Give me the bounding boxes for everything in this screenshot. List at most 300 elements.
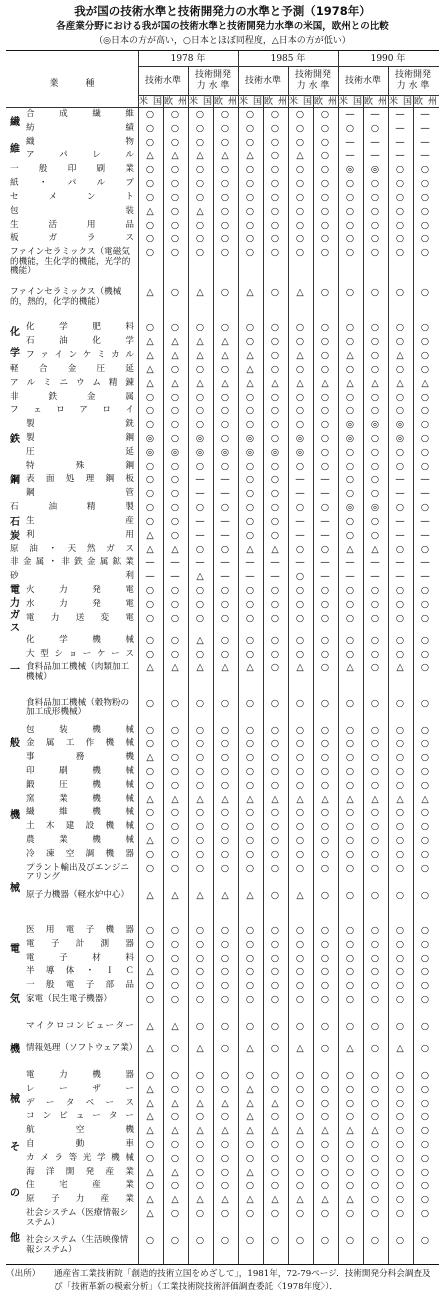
rating-symbol: — (295, 529, 305, 541)
row-label-char: 維 (125, 109, 134, 119)
rating-symbol: — (370, 109, 380, 120)
rating-symbol: ○ (370, 219, 380, 231)
rating-symbol: ○ (220, 136, 230, 148)
rating-symbol: ○ (345, 966, 355, 978)
rating-symbol: ○ (270, 1069, 280, 1081)
rating-symbol: ○ (370, 474, 380, 486)
rating-symbol: ○ (370, 862, 380, 874)
row-label-char: 械 (125, 779, 134, 790)
row-label-char: 電 (125, 612, 134, 623)
row-label-char: 精 (108, 377, 118, 388)
row-label-char: 包 (10, 205, 19, 216)
rating-symbol: ○ (245, 136, 255, 148)
rating-symbol: ○ (270, 433, 280, 444)
rating-symbol: ○ (370, 1139, 380, 1151)
industry-column-header: 業 種 (49, 79, 95, 89)
group-label: 械 (10, 1094, 20, 1106)
rating-symbol: △ (171, 1097, 179, 1109)
rating-symbol: ○ (170, 848, 180, 860)
rating-symbol: △ (146, 377, 154, 389)
rating-symbol: ○ (420, 1152, 430, 1164)
row-label-char: 学 (96, 1152, 106, 1163)
rating-symbol: ○ (170, 322, 180, 334)
row-label-char: 成 (59, 109, 68, 119)
row-label (26, 767, 134, 777)
rating-symbol: — (370, 136, 380, 148)
row-label-char: ミ (42, 377, 52, 388)
rating-symbol: △ (246, 543, 254, 555)
rating-symbol: ○ (245, 938, 255, 950)
rating-symbol: ○ (220, 1235, 230, 1247)
rating-symbol: ○ (220, 1180, 230, 1192)
rating-symbol: △ (171, 1125, 179, 1137)
row-label-char: ェ (33, 405, 42, 416)
rating-symbol: ◎ (370, 164, 380, 176)
row-label-char: 印 (67, 164, 77, 175)
rating-symbol: ○ (170, 219, 180, 231)
rating-symbol: ○ (195, 807, 205, 819)
region-char: 国 (352, 97, 362, 107)
rating-symbol: ○ (395, 598, 405, 610)
rating-symbol: ○ (395, 1083, 405, 1095)
rating-symbol: ○ (345, 191, 355, 203)
rating-symbol: ○ (195, 966, 205, 978)
rating-symbol: ○ (220, 598, 230, 610)
row-label (26, 1126, 134, 1136)
row-label (26, 1181, 134, 1191)
row-label (26, 517, 134, 527)
rating-symbol: ○ (370, 938, 380, 950)
rating-symbol: ○ (395, 1069, 405, 1081)
rating-symbol: ○ (145, 993, 155, 1005)
rating-symbol: ○ (145, 191, 155, 203)
row-label-char: 属 (35, 557, 45, 568)
rating-symbol: ○ (145, 980, 155, 992)
row-label-char: 力 (59, 598, 68, 609)
rating-symbol: △ (246, 1043, 254, 1054)
rating-symbol: ○ (145, 821, 155, 833)
rating-symbol: ○ (320, 1235, 330, 1247)
row-label-char: 産 (100, 1194, 110, 1205)
rating-symbol: ○ (195, 938, 205, 950)
rating-symbol: ○ (245, 697, 255, 709)
rating-symbol: ○ (345, 724, 355, 736)
row-label-char: ス (125, 648, 134, 659)
row-label-char: フ (10, 405, 19, 416)
region-char: 欧 (164, 97, 174, 107)
rating-symbol: △ (196, 205, 204, 217)
rating-symbol: △ (246, 889, 254, 901)
rating-symbol: ○ (170, 612, 180, 624)
row-label-char: 宅 (59, 1180, 68, 1191)
rating-symbol: ○ (245, 993, 255, 1005)
rating-symbol: ○ (245, 233, 255, 245)
rating-symbol: ○ (170, 1083, 180, 1095)
rating-symbol: ○ (220, 1043, 230, 1054)
rating-symbol: ○ (270, 1235, 280, 1247)
rating-symbol: ○ (420, 164, 430, 176)
rating-symbol: △ (146, 1097, 154, 1109)
row-label-char: 空 (65, 848, 75, 859)
rating-symbol: ○ (145, 502, 155, 514)
rating-symbol: ○ (345, 219, 355, 231)
rating-symbol: ○ (220, 419, 230, 431)
row-label-char: 機 (105, 848, 115, 859)
rating-symbol: ○ (220, 752, 230, 764)
rating-symbol: ○ (220, 862, 230, 874)
row-label (26, 981, 134, 991)
row-label-char: 般 (45, 980, 55, 991)
rating-symbol: ○ (295, 1180, 305, 1192)
row-label (26, 836, 134, 846)
rating-symbol: ○ (270, 697, 280, 709)
row-label (10, 193, 134, 203)
rating-symbol: ○ (195, 848, 205, 860)
rating-symbol: ○ (245, 529, 255, 541)
rating-symbol: ○ (270, 821, 280, 833)
group-label: 気 (10, 994, 20, 1005)
region-char: 米 (339, 97, 349, 107)
rating-symbol: ○ (170, 584, 180, 596)
rating-symbol: △ (146, 835, 154, 847)
rating-symbol: ○ (370, 1111, 380, 1123)
row-label-char: パ (59, 150, 68, 161)
rating-symbol: ○ (370, 1069, 380, 1081)
rating-symbol: ○ (345, 765, 355, 777)
rating-symbol: ○ (220, 966, 230, 978)
rating-symbol: ○ (270, 848, 280, 860)
row-label-char: 用 (125, 529, 134, 540)
region-char: 州 (427, 97, 437, 107)
rating-symbol: ○ (295, 648, 305, 660)
rating-symbol: ○ (195, 219, 205, 231)
rating-symbol: △ (146, 543, 154, 555)
group-label: の (10, 1187, 20, 1199)
rating-symbol: ○ (395, 1166, 405, 1178)
rating-symbol: ○ (220, 247, 230, 259)
rating-symbol: ○ (420, 405, 430, 417)
row-label-char: 業 (125, 1180, 134, 1191)
rating-symbol: ○ (345, 862, 355, 874)
rating-symbol: ○ (220, 460, 230, 472)
row-label-char: 建 (65, 821, 75, 832)
rating-symbol: — (270, 557, 280, 569)
rating-symbol: ○ (395, 391, 405, 403)
rating-symbol: ○ (170, 433, 180, 444)
row-label-char: 械 (125, 821, 134, 832)
row-label (26, 586, 134, 596)
rating-symbol: ○ (420, 612, 430, 624)
region-char: 州 (377, 97, 387, 107)
rating-symbol: ○ (145, 109, 155, 120)
rating-symbol: ○ (195, 779, 205, 791)
rating-symbol: ○ (345, 993, 355, 1005)
dev-power-header: 技術開発 (194, 70, 231, 80)
row-label-char: 業 (125, 557, 134, 568)
rating-symbol: ○ (345, 738, 355, 750)
row-label-char: 圧 (59, 779, 68, 790)
rating-symbol: △ (196, 1097, 204, 1109)
rating-symbol: ○ (170, 488, 180, 500)
rating-symbol: △ (146, 363, 154, 375)
rating-symbol: ○ (145, 779, 155, 791)
row-label (26, 462, 134, 472)
rating-symbol: ○ (420, 322, 430, 334)
rating-symbol: ○ (170, 924, 180, 936)
row-label-char: 利 (125, 571, 134, 582)
row-label-char: ベ (85, 1097, 95, 1108)
rating-symbol: ○ (245, 765, 255, 777)
rating-symbol: — (395, 122, 405, 134)
rating-symbol: ○ (145, 391, 155, 403)
row-label-char: 生 (10, 219, 19, 230)
rating-symbol: ○ (370, 460, 380, 472)
rating-symbol: ○ (420, 287, 430, 299)
rating-symbol: ◎ (345, 164, 355, 176)
group-label: 械 (10, 882, 20, 894)
rating-symbol: △ (221, 1194, 229, 1206)
group-label: 一 (10, 664, 20, 676)
rating-symbol: ○ (295, 460, 305, 472)
group-label: 鋼 (10, 475, 20, 487)
rating-symbol: ○ (395, 648, 405, 660)
row-label-char: 械 (125, 1152, 134, 1163)
row-label-char: 板 (125, 474, 134, 485)
rating-symbol: ○ (320, 178, 330, 190)
rating-symbol: ○ (295, 980, 305, 992)
row-label-char: 繊 (92, 109, 101, 119)
rating-symbol: ○ (320, 612, 330, 624)
rating-symbol: ○ (245, 247, 255, 259)
rating-symbol: ○ (195, 543, 205, 555)
rating-symbol: ○ (270, 233, 280, 245)
rating-symbol: ○ (245, 738, 255, 750)
region-char: 米 (389, 97, 399, 107)
rating-symbol: △ (146, 1083, 154, 1095)
region-char: 米 (239, 97, 249, 107)
rating-symbol: ○ (295, 835, 305, 847)
column-divider (388, 66, 389, 1264)
rating-symbol: ○ (345, 391, 355, 403)
row-label (26, 1022, 134, 1032)
rating-symbol: ○ (145, 1069, 155, 1081)
row-label (10, 379, 134, 389)
rating-symbol: △ (196, 350, 204, 362)
row-label-char: 計 (75, 938, 85, 949)
rating-symbol: ○ (195, 460, 205, 472)
rating-symbol: ○ (320, 1069, 330, 1081)
rating-symbol: ○ (320, 889, 330, 901)
row-label-char: 非 (10, 391, 19, 402)
row-label-char: 機 (125, 1125, 134, 1136)
row-label (26, 753, 134, 763)
row-label-char: ル (96, 178, 106, 189)
rating-symbol: ◎ (370, 502, 380, 514)
rating-symbol: ○ (270, 980, 280, 992)
rating-symbol: ○ (320, 336, 330, 348)
row-label (10, 207, 134, 217)
row-label-char: 冷 (26, 848, 35, 859)
dev-power-header: 力 水 準 (296, 81, 330, 91)
rating-symbol: ○ (395, 1235, 405, 1247)
rating-symbol: ○ (195, 1069, 205, 1081)
rating-symbol: ○ (320, 164, 330, 176)
rating-symbol: ○ (195, 752, 205, 764)
row-label (26, 531, 134, 541)
rating-symbol: ○ (395, 779, 405, 791)
rating-symbol: ○ (395, 584, 405, 596)
rating-symbol: ○ (270, 738, 280, 750)
rating-symbol: — (270, 571, 280, 583)
group-label: 電 (10, 943, 20, 955)
row-label-char: 発 (92, 598, 101, 609)
rating-symbol: ○ (345, 446, 355, 458)
row-label-char: 機 (105, 924, 115, 935)
rating-symbol: ○ (270, 952, 280, 964)
rating-symbol: — (345, 571, 355, 583)
row-label-char: ン (86, 191, 96, 202)
rating-symbol: ○ (345, 1166, 355, 1178)
rating-symbol: ◎ (195, 433, 205, 444)
rating-symbol: ○ (270, 1180, 280, 1192)
rating-symbol: ○ (270, 1020, 280, 1032)
rating-symbol: ○ (295, 1111, 305, 1123)
rating-symbol: ○ (295, 738, 305, 750)
row-label-char: 械 (125, 835, 134, 846)
rating-symbol: ○ (420, 1020, 430, 1032)
row-label-char: 非 (10, 557, 19, 568)
rating-symbol: ○ (195, 835, 205, 847)
rating-symbol: ○ (295, 752, 305, 764)
row-label-char: 作 (85, 738, 95, 749)
rating-symbol: △ (246, 350, 254, 362)
rating-symbol: ◎ (345, 419, 355, 431)
rating-symbol: ◎ (220, 446, 230, 458)
row-label-char: 刷 (96, 164, 106, 175)
rating-symbol: △ (196, 662, 204, 674)
rating-symbol: ○ (345, 779, 355, 791)
rating-symbol: ○ (420, 889, 430, 901)
row-label-char: ル (26, 377, 36, 388)
region-char: 米 (139, 97, 149, 107)
rating-symbol: ○ (195, 391, 205, 403)
rating-symbol: ○ (270, 363, 280, 375)
region-us-header (138, 97, 163, 107)
rating-symbol: △ (146, 752, 154, 764)
row-label-char: 延 (125, 363, 134, 374)
rating-symbol: ◎ (245, 433, 255, 444)
row-label (26, 448, 134, 458)
row-label (26, 650, 134, 660)
rating-symbol: ○ (370, 889, 380, 901)
rating-symbol: ○ (420, 1097, 430, 1109)
rating-symbol: — (295, 557, 305, 569)
row-label-char: ァ (40, 350, 49, 361)
rating-symbol: ○ (345, 460, 355, 472)
dev-power-header: 力 水 準 (196, 81, 230, 91)
rating-symbol: ○ (345, 1020, 355, 1032)
row-label (26, 850, 134, 860)
rating-symbol: ○ (220, 765, 230, 777)
row-label-char: ロ (102, 405, 111, 416)
row-label-char: 航 (26, 1125, 35, 1136)
row-label-char: ・ (38, 178, 48, 189)
rating-symbol: ○ (320, 1166, 330, 1178)
rating-symbol: ○ (370, 1083, 380, 1095)
row-label-char: 用 (45, 924, 55, 935)
rating-symbol: ○ (295, 584, 305, 596)
rating-symbol: △ (196, 571, 204, 583)
rating-symbol: △ (296, 889, 304, 901)
rating-symbol: △ (271, 793, 279, 805)
row-label-char: 学 (125, 336, 134, 347)
rating-symbol: △ (346, 662, 354, 674)
rating-symbol: △ (221, 1097, 229, 1109)
rating-symbol: △ (196, 150, 204, 162)
rating-symbol: △ (396, 793, 404, 805)
row-label-char: ュ (75, 1111, 85, 1122)
row-label-char: 一 (10, 164, 19, 175)
rating-symbol: △ (196, 377, 204, 389)
rating-symbol: ○ (270, 966, 280, 978)
rating-symbol: ○ (220, 391, 230, 403)
rating-symbol: △ (321, 793, 329, 805)
row-label (26, 1195, 134, 1205)
row-label-char: 電 (65, 924, 75, 935)
rating-symbol: ○ (245, 1208, 255, 1220)
rating-symbol: ○ (320, 219, 330, 231)
rating-symbol: ○ (270, 993, 280, 1005)
rating-symbol: △ (221, 350, 229, 362)
rating-symbol: ◎ (145, 433, 155, 444)
rating-symbol: ○ (320, 1208, 330, 1220)
rating-symbol: △ (296, 793, 304, 805)
row-label-char: ピ (59, 1111, 68, 1122)
row-label-char: 電 (26, 938, 35, 949)
rating-symbol: △ (221, 662, 229, 674)
row-label-char: ラ (54, 1152, 63, 1163)
rating-symbol: ○ (245, 807, 255, 819)
rating-symbol: ○ (170, 122, 180, 134)
row-label-char: 機 (105, 821, 115, 832)
rating-symbol: ○ (395, 862, 405, 874)
rating-symbol: — (245, 571, 255, 583)
rating-symbol: △ (246, 1083, 254, 1095)
row-label: ファインセラミックス（機械的，熱的，化学的機能） (10, 287, 122, 307)
rating-symbol: ○ (270, 938, 280, 950)
rating-symbol: ◎ (270, 446, 280, 458)
rating-symbol: ○ (370, 634, 380, 646)
row-label-char: ・ (85, 966, 95, 977)
row-label (26, 475, 134, 485)
rating-symbol: ○ (195, 1208, 205, 1220)
row-label-char: 学 (59, 322, 68, 333)
rating-symbol: △ (321, 1194, 329, 1206)
rating-symbol: ○ (220, 191, 230, 203)
rating-symbol: — (420, 571, 430, 583)
row-label-char: 般 (38, 164, 48, 175)
rating-symbol: — (195, 474, 205, 486)
rating-symbol: ○ (170, 502, 180, 514)
rating-symbol: ○ (345, 1152, 355, 1164)
rating-symbol: △ (296, 1043, 304, 1054)
rating-symbol: ○ (320, 807, 330, 819)
rating-symbol: ○ (395, 233, 405, 245)
rating-symbol: △ (146, 336, 154, 348)
rating-symbol: ○ (345, 233, 355, 245)
rating-symbol: ○ (420, 205, 430, 217)
rating-symbol: ○ (420, 502, 430, 514)
